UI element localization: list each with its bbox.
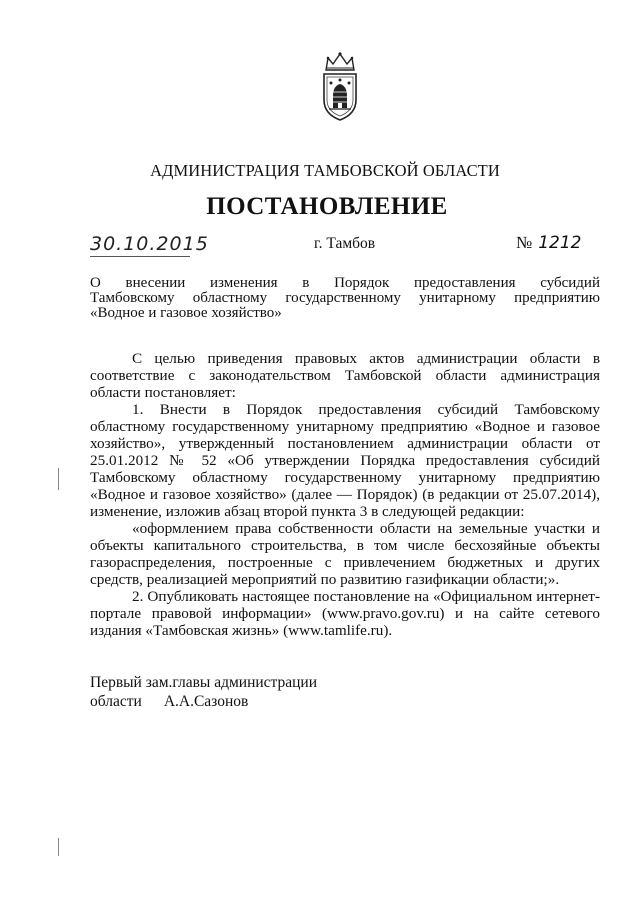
subject-line-1: О внесении изменения в Порядок предоставления субсидий bbox=[90, 275, 600, 291]
body-paragraph-preamble: С целью приведения правовых актов администрации области в соответствие с законодательством Тамбовской области администрация области постановляет: bbox=[90, 350, 600, 401]
number-sign: № bbox=[516, 233, 533, 252]
signatory-position-line-1: Первый зам.главы администрации bbox=[90, 674, 318, 691]
subject-line-3: «Водное и газовое хозяйство» bbox=[90, 305, 282, 321]
document-date: 30.10.2015 bbox=[90, 233, 209, 255]
number-value: 1212 bbox=[538, 233, 582, 253]
document-type-title: ПОСТАНОВЛЕНИЕ bbox=[206, 193, 448, 220]
organization-name: АДМИНИСТРАЦИЯ ТАМБОВСКОЙ ОБЛАСТИ bbox=[150, 161, 500, 180]
date-underline bbox=[90, 256, 190, 257]
body-paragraph-item-1: 1. Внести в Порядок предоставления субсидий Тамбовскому областному государственному унитарному предприятию «Водное и газовое хозяйство», утвержденный постановлением администрации области от 25.01.2012 № 52 «Об утверждении Порядка предоставления субсидий Тамбовскому областному государственному унитарному предприятию «Водное и газовое хозяйство» (далее — Порядок) (в редакции от 25.07.2014), изменение, изложив абзац второй пункта 3 в следующей редакции: bbox=[90, 401, 600, 520]
signatory-position-line-2-text: области bbox=[90, 693, 142, 710]
document-subject bbox=[90, 276, 600, 321]
document-number bbox=[516, 233, 582, 253]
signatory-name: А.А.Сазонов bbox=[163, 693, 249, 710]
tambov-coat-of-arms-icon bbox=[318, 50, 362, 122]
subject-line-2: Тамбовскому областному государственному унитарному предприятию bbox=[90, 290, 600, 306]
body-paragraph-quote: «оформлением права собственности области на земельные участки и объекты капитального строительства, в том числе бесхозяйные объекты газораспределения, построенные с привлечением бюджетных и других средств, реализацией мероприятий по развитию газификации области;». bbox=[90, 520, 600, 588]
margin-scan-mark bbox=[58, 468, 59, 490]
signatory-position-line-2 bbox=[90, 692, 317, 711]
margin-scan-mark bbox=[58, 838, 59, 856]
body-paragraph-item-2: 2. Опубликовать настоящее постановление на «Официальном интернет-портале правовой информации» (www.pravo.gov.ru) и на сайте сетевого издания «Тамбовская жизнь» (www.tamlife.ru). bbox=[90, 588, 600, 639]
document-body bbox=[90, 350, 600, 639]
signature-block bbox=[90, 673, 317, 711]
document-city: г. Тамбов bbox=[314, 235, 376, 252]
